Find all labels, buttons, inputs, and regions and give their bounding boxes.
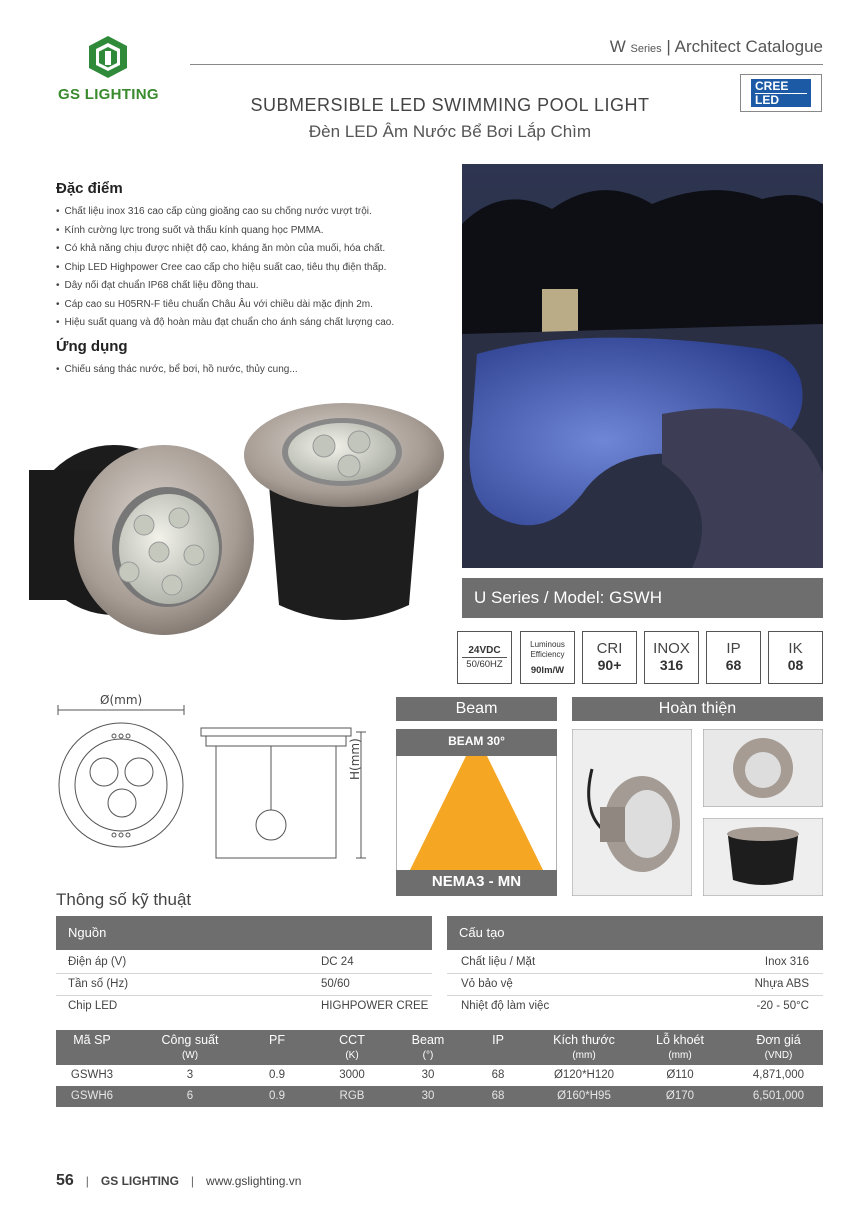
features-heading: Đặc điểm: [56, 180, 123, 197]
footer-brand: GS LIGHTING: [100, 1174, 179, 1188]
product-table: [56, 1030, 823, 1107]
feature-item: • Cáp cao su H05RN-F tiêu chuẩn Châu Âu với chiều dài mặc định 2m.: [56, 296, 456, 315]
col-header: Công suất (W): [161, 1033, 219, 1061]
col-header: Beam (°): [411, 1033, 445, 1061]
table-row: GSWH3 3 0.9 3000 30 68 Ø120*H120 Ø110 4,871,000: [70, 1069, 805, 1081]
power-row: Tần số (Hz) 50/60: [56, 974, 432, 996]
structure-row: Chất liệu / Mặt Inox 316: [447, 952, 823, 974]
beam-angle-label: BEAM 30°: [448, 734, 505, 748]
feature-item: • Có khả năng chịu được nhiệt độ cao, kháng ăn mòn của muối, hóa chất.: [56, 240, 456, 259]
power-heading: Nguồn: [56, 916, 432, 950]
product-photo: [24, 400, 454, 665]
col-header: PF: [269, 1033, 285, 1047]
finish-heading: Hoàn thiện: [572, 697, 823, 721]
cree-led-logo: CREE LED: [740, 74, 822, 112]
feature-item: • Chất liệu inox 316 cao cấp cùng gioăng cao su chống nước vượt trội.: [56, 203, 456, 222]
col-header: Mã SP: [73, 1033, 111, 1047]
spec-ik-badge: IK 08: [768, 631, 823, 684]
footer-url[interactable]: www.gslighting.vn: [206, 1174, 302, 1188]
height-label: H(mm): [348, 738, 362, 780]
power-row: Điện áp (V) DC 24: [56, 952, 432, 974]
structure-row: Vỏ bảo vệ Nhựa ABS: [447, 974, 823, 996]
technical-drawing: [56, 690, 386, 870]
header-divider: [190, 64, 823, 65]
pool-photo: [462, 164, 823, 568]
applications-section: [56, 338, 456, 380]
series-label: W Series | Architect Catalogue: [609, 37, 823, 56]
feature-item: • Hiệu suất quang và độ hoàn màu đạt chuẩn cho ánh sáng chất lượng cao.: [56, 314, 456, 333]
gs-logo-icon: [88, 35, 128, 79]
features-section: [56, 180, 456, 333]
feature-item: • Kính cường lực trong suốt và thấu kính quang học PMMA.: [56, 222, 456, 241]
diameter-label: Ø(mm): [100, 693, 143, 707]
col-header: CCT (K): [339, 1033, 365, 1061]
page-footer: 56 | GS LIGHTING | www.gslighting.vn: [56, 1172, 302, 1189]
model-bar: U Series / Model: GSWH: [462, 578, 823, 618]
structure-heading: Cấu tạo: [447, 916, 823, 950]
power-table: [56, 952, 432, 1017]
structure-row: Nhiệt độ làm việc -20 - 50°C: [461, 1000, 809, 1012]
spec-voltage-badge: 24VDC 50/60HZ: [457, 631, 512, 684]
application-item: • Chiếu sáng thác nước, bể bơi, hồ nước, thủy cung...: [56, 361, 456, 380]
specs-title: Thông số kỹ thuật: [56, 890, 192, 909]
structure-table: [447, 952, 823, 1017]
spec-efficiency-badge: Luminous Efficiency 90lm/W: [520, 631, 575, 684]
nema-label: NEMA3 - MN: [431, 873, 522, 890]
spec-ip-badge: IP 68: [706, 631, 761, 684]
applications-heading: Ứng dụng: [56, 338, 128, 355]
finish-photo-body: [703, 818, 823, 896]
spec-inox-badge: INOX 316: [644, 631, 699, 684]
finish-photo-front: [703, 729, 823, 807]
col-header: IP: [492, 1033, 504, 1047]
page-number: 56: [56, 1172, 74, 1189]
beam-heading: Beam: [396, 697, 557, 721]
product-table-header: [56, 1030, 823, 1065]
page-subtitle: Đèn LED Âm Nước Bể Bơi Lắp Chìm: [308, 122, 592, 141]
feature-item: • Dây nối đạt chuẩn IP68 chất liệu đồng thau.: [56, 277, 456, 296]
col-header: Lỗ khoét (mm): [656, 1033, 704, 1061]
col-header: Đơn giá (VND): [756, 1033, 801, 1061]
finish-photo-side: [572, 729, 692, 896]
col-header: Kích thước (mm): [553, 1033, 615, 1061]
brand-name: GS LIGHTING: [58, 86, 159, 103]
feature-item: • Chip LED Highpower Cree cao cấp cho hiệu suất cao, tiêu thụ điện thấp.: [56, 259, 456, 278]
page-title: SUBMERSIBLE LED SWIMMING POOL LIGHT: [250, 95, 650, 115]
spec-cri-badge: CRI 90+: [582, 631, 637, 684]
table-row: GSWH6 6 0.9 RGB 30 68 Ø160*H95 Ø170 6,501,000: [56, 1086, 823, 1107]
power-row: Chip LED HIGHPOWER CREE: [68, 1000, 429, 1012]
beam-diagram: [396, 729, 557, 896]
